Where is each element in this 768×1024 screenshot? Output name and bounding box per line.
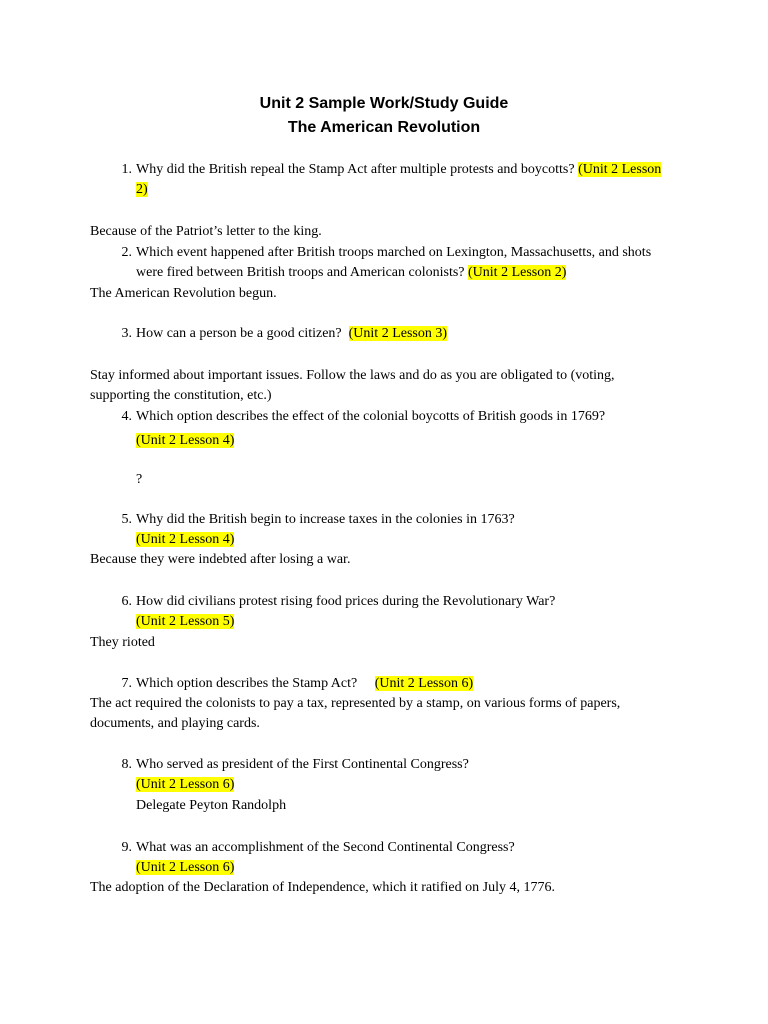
question-1 [121,160,666,200]
question-number: 6. [121,594,132,609]
question-9 [121,838,666,858]
question-4 [121,407,666,427]
question-number: 9. [121,840,132,855]
question-8-reference [136,775,666,795]
answer-6: They rioted [90,635,155,650]
question-text: How did civilians protest rising food prices during the Revolutionary War? [136,594,556,609]
lesson-reference: (Unit 2 Lesson 2) [468,265,567,280]
answer-2: The American Revolution begun. [90,286,277,301]
question-3 [121,324,666,344]
question-9-reference [136,858,666,878]
lesson-reference: (Unit 2 Lesson 6) [136,860,235,875]
question-number: 8. [121,757,132,772]
question-5 [121,510,666,530]
question-2 [121,243,666,283]
question-text: What was an accomplishment of the Second Continental Congress? [136,840,515,855]
question-number: 4. [121,409,132,424]
lesson-reference: (Unit 2 Lesson 4) [136,433,235,448]
lesson-reference: (Unit 2 Lesson 3) [348,326,448,341]
question-text: Who served as president of the First Continental Congress? [136,757,469,772]
question-text: Which event happened after British troops marched on Lexington, Massachusetts, and shots were fired between British troops and American colonists? [136,245,652,280]
answer-9: The adoption of the Declaration of Independence, which it ratified on July 4, 1776. [90,880,555,895]
document-subtitle: The American Revolution [287,119,481,136]
question-text: How can a person be a good citizen? [136,326,342,341]
question-text: Which option describes the effect of the colonial boycotts of British goods in 1769? [136,409,606,424]
lesson-reference: (Unit 2 Lesson 6) [136,777,235,792]
question-number: 7. [121,676,132,691]
question-number: 1. [121,162,132,177]
answer-1: Because of the Patriot’s letter to the king. [90,224,322,239]
question-5-reference [136,530,666,550]
question-4-reference [136,431,666,451]
question-6 [121,592,666,612]
question-text: Which option describes the Stamp Act? [136,676,358,691]
question-8 [121,755,666,775]
answer-7: The act required the colonists to pay a tax, represented by a stamp, on various forms of papers, documents, and playing cards. [90,696,621,731]
lesson-reference: (Unit 2 Lesson 4) [136,532,235,547]
question-number: 5. [121,512,132,527]
lesson-reference: (Unit 2 Lesson 5) [136,614,235,629]
question-7 [121,674,666,694]
question-text: Why did the British repeal the Stamp Act after multiple protests and boycotts? [136,162,575,177]
answer-3: Stay informed about important issues. Follow the laws and do as you are obligated to (voting, supporting the constitution, etc.) [90,368,615,403]
question-text: Why did the British begin to increase taxes in the colonies in 1763? [136,512,515,527]
lesson-reference: (Unit 2 Lesson 6) [374,676,474,691]
answer-5: Because they were indebted after losing a war. [90,552,351,567]
document-title: Unit 2 Sample Work/Study Guide [259,95,509,112]
question-6-reference [136,612,666,632]
answer-8: Delegate Peyton Randolph [136,798,287,813]
lesson-reference: (Unit 2 Lesson 2) [136,162,662,197]
question-number: 3. [121,326,132,341]
question-number: 2. [121,245,132,260]
answer-4: ? [136,472,143,487]
